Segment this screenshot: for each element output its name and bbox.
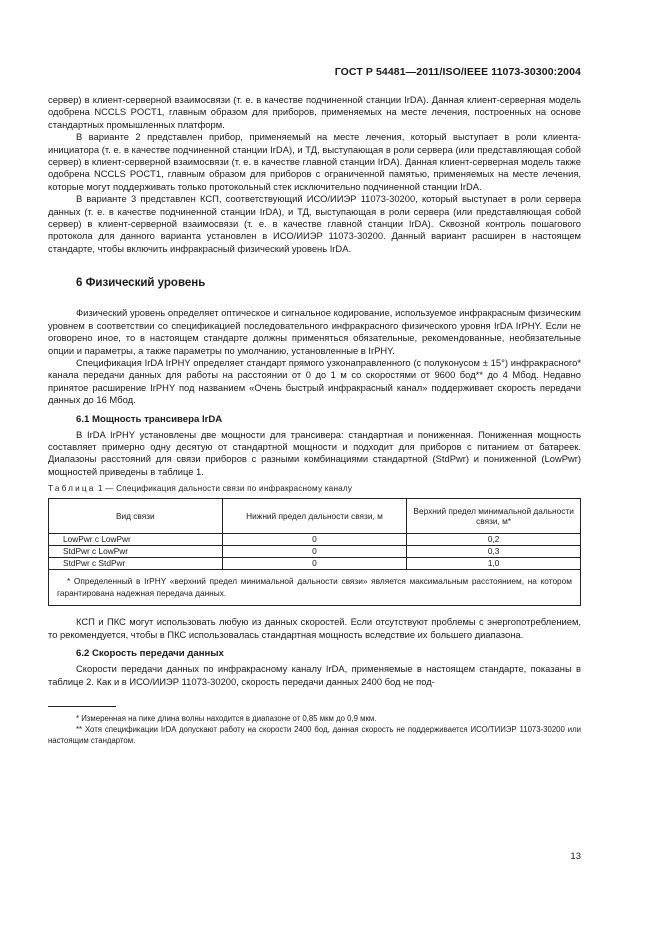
table-caption (48, 484, 581, 493)
table-cell: 0 (222, 546, 407, 558)
table-cell: StdPwr с LowPwr (49, 546, 223, 558)
subsection-heading: 6.1 Мощность трансивера IrDA (76, 413, 223, 425)
table-cell: 0,3 (407, 546, 581, 558)
paragraph: В варианте 2 представлен прибор, применяемый на месте лечения, который выступает в роли клиента-инициатора (т. е. в качестве подчиненной станции IrDA), и ТД, выступающая в роли сервера (или представляющая собой сервер) в клиент-серверной взаимосвязи (т. е. в качестве главной станции IrDA). Данная клиент-серверная модель также одобрена NCCLS POCT1, главным образом для приборов с ограниченной памятью, применяемых на месте лечения, которые могут поддерживать только протокольный стек исключительно подчиненной станции IrDA. (48, 131, 581, 192)
range-table (48, 498, 581, 606)
page-content (48, 94, 581, 747)
footnote-divider (48, 706, 116, 707)
column-header: Вид связи (49, 499, 223, 534)
paragraph: В IrDA IrPHY установлены две мощности для трансивера: стандартная и пониженная. Пониженная мощность составляет примерно одну десятую от стандартной мощности и подходит для приборов с питанием от батареек. Диапазоны расстояний для связи приборов с разными комбинациями стандартной (StdPwr) и пониженной (LowPwr) мощностей приведены в таблице 1. (48, 428, 581, 477)
paragraph: Физический уровень определяет оптическое и сигнальное кодирование, используемое инфракрасным физическим уровнем в соответствии со спецификацией последовательного инфракрасного физического уровня IrDA IrPHY. Если не оговорено иное, то в настоящем стандарте должны применяться обязательные, рекомендованные, необязательные опции и параметры, а также параметры по умолчанию, установленные в IrPHY. (48, 307, 581, 356)
paragraph: Спецификация IrDA IrPHY определяет стандарт прямого узконаправленного (с полуконусом ± 15°) инфракрасного* канала передачи данных для работы на расстоянии от 0 до 1 м со скоростями от 9600 бод** до 4 Мбод. Недавно принятое расширение IrPHY под названием «Очень быстрый инфракрасный канал» поддерживает скорость передачи данных до 16 Мбод. (48, 356, 581, 406)
table-caption-text: 1 — Спецификация дальности связи по инфракрасному каналу (98, 484, 353, 494)
footnote: ** Хотя спецификации IrDA допускают работу на скорости 2400 бод, данная скорость не поддерживается ИСО/ТИИЭР 11073-30200 или настоящим стандартом. (48, 725, 581, 746)
table-row (49, 558, 581, 570)
table-cell: 1,0 (407, 558, 581, 570)
page-number: 13 (570, 851, 581, 862)
table-cell: 0 (222, 558, 407, 570)
paragraph: КСП и ПКС могут использовать любую из данных скоростей. Если отсутствуют проблемы с энергопотреблением, то рекомендуется, чтобы в ПКС использовалась стандартная мощность вследствие их большего диапазона. (48, 616, 581, 640)
running-header: ГОСТ Р 54481—2011/ISO/IEEE 11073-30300:2004 (334, 66, 581, 78)
table-note-row (49, 570, 581, 606)
table-note: * Определенный в IrPHY «верхний предел минимальной дальности связи» является максимальным расстоянием, на котором гарантирована надежная передача данных. (49, 570, 581, 606)
table-cell: 0 (222, 534, 407, 546)
table-row (49, 534, 581, 546)
table-cell: 0,2 (407, 534, 581, 546)
subsection-heading: 6.2 Скорость передачи данных (76, 648, 224, 660)
table-header-row (49, 499, 581, 534)
table-caption-word: Таблица (48, 484, 96, 494)
paragraph: сервер) в клиент-серверной взаимосвязи (т. е. в качестве подчиненной станции IrDA). Данная клиент-серверная модель одобрена NCCLS POCT1, главным образом для приборов, применяемых на месте лечения, построенных на основе стандартных промышленных платформ. (48, 94, 581, 130)
table-row (49, 546, 581, 558)
column-header: Верхний предел минимальной дальности связи, м* (407, 499, 581, 534)
section-heading: 6 Физический уровень (76, 277, 206, 290)
table-cell: LowPwr с LowPwr (49, 534, 223, 546)
column-header: Нижний предел дальности связи, м (222, 499, 407, 534)
paragraph: В варианте 3 представлен КСП, соответствующий ИСО/ИИЭР 11073-30200, который выступает в роли сервера данных (т. е. в качестве подчиненной станции IrDA), и ТД, выступающая в роли сервера (или представляющая собой сервер) в клиент-серверной взаимосвязи (т. е. в качестве главной станции IrDA). Сквозной контроль пошагового протокола для данного варианта установлен в ИСО/ИИЭР 11073-30200. Данный вариант расширен в настоящем стандарте, чтобы включить инфракрасный физический уровень IrDA. (48, 193, 581, 254)
footnote: * Измеренная на пике длина волны находится в диапазоне от 0,85 мкм до 0,9 мкм. (76, 713, 377, 723)
paragraph: Скорости передачи данных по инфракрасному каналу IrDA, применяемые в настоящем стандарте, показаны в таблице 2. Как и в ИСО/ИИЭР 11073-30200, скорость передачи данных 2400 бод не под- (48, 663, 581, 687)
table-cell: StdPwr с StdPwr (49, 558, 223, 570)
